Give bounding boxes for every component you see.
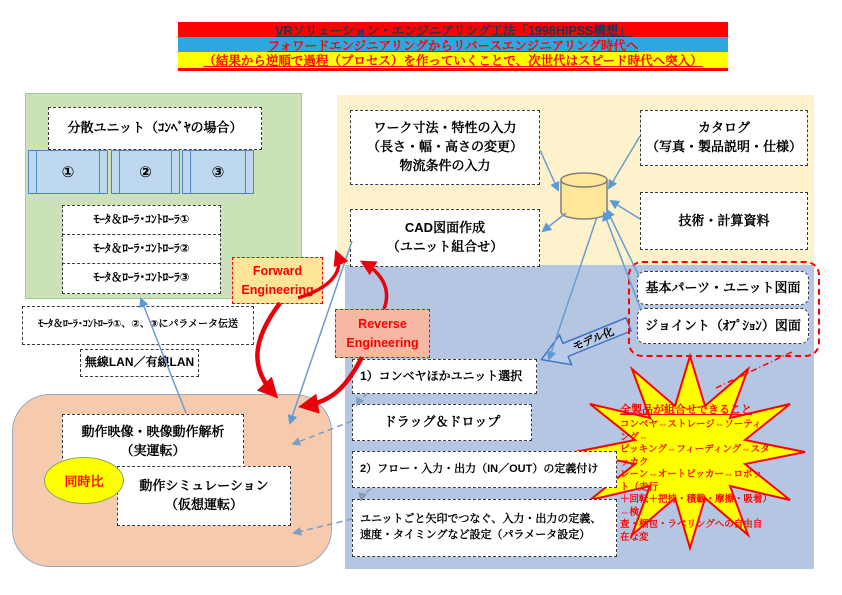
technical-docs-box: 技術・計算資料 xyxy=(640,192,808,250)
starburst-title: 全製品が組合せできること xyxy=(620,404,752,416)
conveyor-unit-2 xyxy=(111,150,180,194)
catalog-box xyxy=(640,110,808,166)
starburst-line: ピッキング⇔フィーディング⇔スタッカク xyxy=(620,444,770,468)
work-input-box xyxy=(350,110,540,185)
virtual-operation-box xyxy=(117,466,291,526)
drag-drop-box: ドラッグ＆ドロップ xyxy=(352,404,532,441)
step3-line-1: ユニットごと矢印でつなぐ、入力・出力の定義、 xyxy=(360,513,602,526)
controller-2: ﾓｰﾀ＆ﾛｰﾗ･ｺﾝﾄﾛｰﾗ② xyxy=(62,234,221,265)
reverse-line-2: Engineering xyxy=(346,335,419,350)
title-banner xyxy=(178,22,728,71)
distributed-unit-label: 分散ユニット（ｺﾝﾍﾞﾔの場合） xyxy=(48,107,262,150)
title-line-2: フォワードエンジニアリングからリバースエンジニアリング時代へ xyxy=(178,37,728,52)
conveyor-roller-line xyxy=(99,151,100,193)
step1-box: 1）コンベヤほかユニット選択 xyxy=(352,359,537,394)
conveyor-number: ② xyxy=(139,164,152,181)
conveyor-roller-line xyxy=(190,151,191,193)
reverse-engineering-tag xyxy=(335,309,430,358)
catalog-line-1: カタログ xyxy=(697,120,750,136)
forward-line-2: Engineering xyxy=(241,282,314,297)
conveyor-unit-3 xyxy=(182,150,254,194)
virtual-line-1: 動作シミュレーション xyxy=(139,478,269,494)
modeling-block-arrow xyxy=(535,310,634,375)
conveyor-number: ① xyxy=(61,164,75,181)
basic-parts-drawing-box: 基本パーツ・ユニット図面 xyxy=(637,271,809,305)
forward-line-1: Forward xyxy=(252,264,303,279)
title-line-3: （結果から逆順で過程（プロセス）を作っていくことで、次世代はスピード時代へ突入） xyxy=(178,52,728,68)
forward-engineering-tag xyxy=(232,257,323,304)
catalog-line-2: （写真・製品説明・仕様） xyxy=(645,139,802,154)
conveyor-number: ③ xyxy=(211,164,225,181)
work-input-line-3: 物流条件の入力 xyxy=(399,157,491,173)
conveyor-roller-line xyxy=(36,151,37,193)
joint-option-drawing-box: ジョイント（ｵﾌﾟｼｮﾝ）図面 xyxy=(637,308,809,344)
modeling-label: モデル化 xyxy=(571,325,616,354)
cad-box xyxy=(350,209,540,267)
real-line-2: （実運転） xyxy=(120,442,186,458)
work-input-line-1: ワーク寸法・特性の入力 xyxy=(373,120,517,136)
starburst-note xyxy=(620,401,770,544)
conveyor-roller-line xyxy=(119,151,120,193)
title-line-1: VRソリューション・エンジニアリング工法「1998HIPSS構想」 xyxy=(178,22,728,37)
lan-label: 無線LAN／有線LAN xyxy=(80,349,199,377)
controller-3: ﾓｰﾀ＆ﾛｰﾗ･ｺﾝﾄﾛｰﾗ③ xyxy=(62,263,221,294)
real-line-1: 動作映像・映像動作解析 xyxy=(81,423,225,439)
conveyor-roller-line xyxy=(245,151,246,193)
starburst-line: コンベヤ⇔ストレージ⇔ソーティング⇔ xyxy=(620,419,762,443)
step3-box xyxy=(352,499,617,557)
step2-box: 2）フロー・入力・出力（IN／OUT）の定義付け xyxy=(352,451,617,488)
starburst-line: 査・梱包・ラベリングへの自由自在な変 xyxy=(620,519,763,543)
step3-line-2: 速度・タイミングなど設定（パラメータ設定） xyxy=(360,529,591,541)
reverse-line-1: Reverse xyxy=(358,317,407,332)
starburst-line: レーン⇔オートピッカー⇔ロボット（走行 xyxy=(620,469,762,493)
simultaneous-compare-ellipse: 同時比 xyxy=(44,457,124,504)
database-icon xyxy=(561,173,607,219)
cad-line-1: CAD図面作成 xyxy=(404,220,486,236)
virtual-line-2: （仮想運転） xyxy=(164,497,243,512)
cad-line-2: （ユニット組合せ） xyxy=(386,239,504,254)
conveyor-roller-line xyxy=(171,151,172,193)
parameter-transfer-note: ﾓｰﾀ＆ﾛｰﾗ･ｺﾝﾄﾛｰﾗ①、②、③にパラメータ伝送 xyxy=(22,306,254,345)
controller-1: ﾓｰﾀ＆ﾛｰﾗ･ｺﾝﾄﾛｰﾗ① xyxy=(62,205,221,236)
conveyor-unit-1 xyxy=(28,150,108,194)
starburst-line: ＋回転＋把持・積載・摩擦・吸着）⇔検 xyxy=(620,494,768,518)
work-input-line-2: （長さ・幅・高さの変更） xyxy=(366,139,523,155)
